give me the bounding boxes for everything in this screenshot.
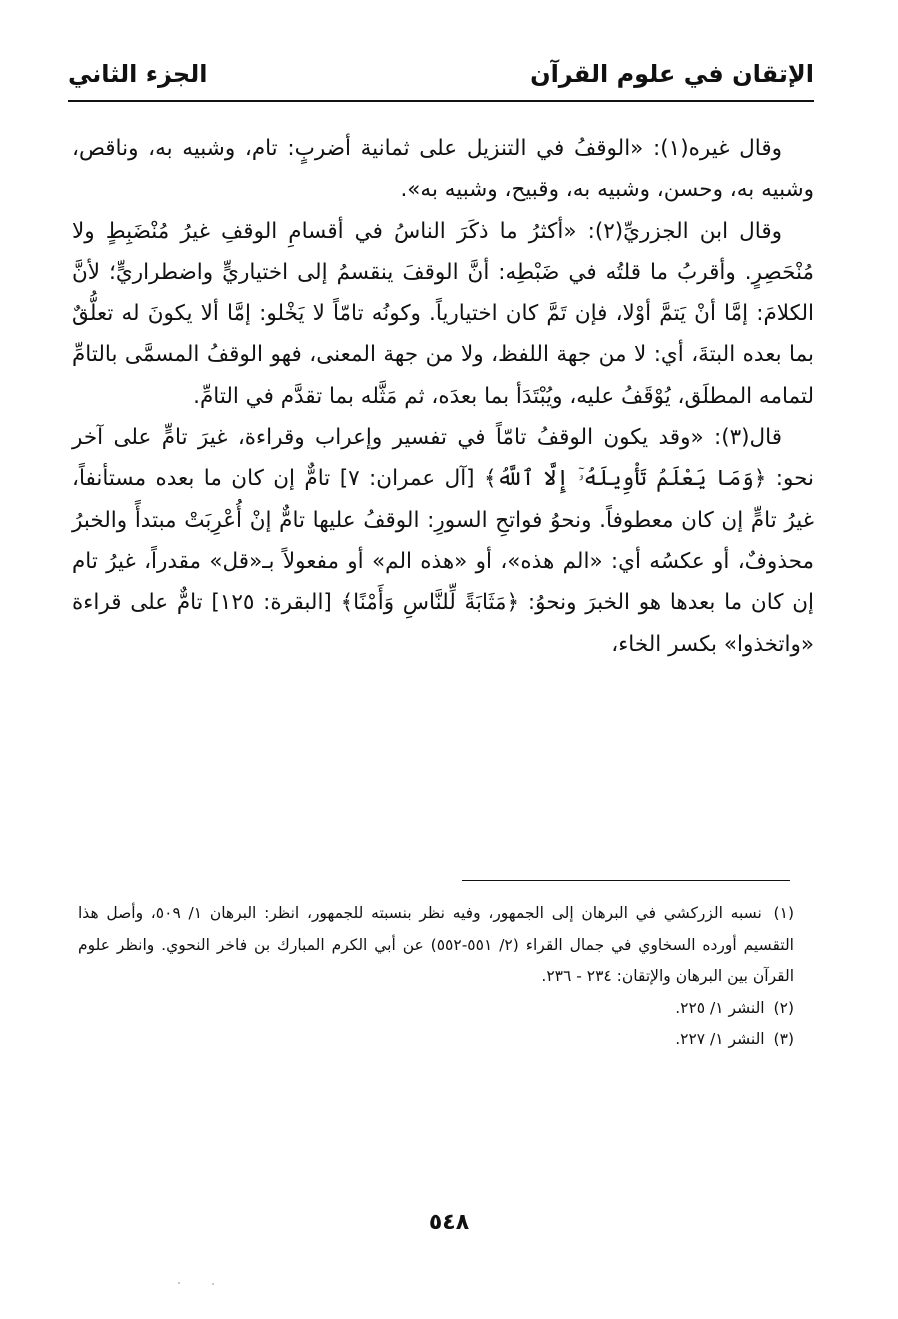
footnote-2 xyxy=(78,993,794,1025)
quran-verse-2: ﴿مَثَابَةً لِّلنَّاسِ وَأَمْنًا﴾ xyxy=(340,590,520,616)
paragraph-3 xyxy=(72,417,814,665)
running-header xyxy=(68,52,814,96)
footnote-text: النشر ١/ ٢٢٧. xyxy=(675,1030,765,1048)
book-title: الإتقان في علوم القرآن xyxy=(530,60,814,88)
footnote-number: (٣) xyxy=(773,1030,794,1048)
paragraph-2: وقال ابن الجزريِّ(٢): «أكثرُ ما ذكَرَ الناسُ في أقسامِ الوقفِ غيرُ مُنْضَبِطٍ ولا مُنْحَصِرٍ. وأقربُ ما قلتُه في ضَبْطِه: أنَّ الوقفَ ينقسمُ إلى اختياريٍّ واضطراريٍّ؛ لأنَّ الكلامَ: إمَّا أنْ يَتمَّ أوْلا، فإن تَمَّ كان اختيارياً. وكونُه تامّاً لا يَخْلو: إمَّا ألا يكونَ له تعلُّقٌ بما بعده البتةَ، أي: لا من جهة اللفظ، ولا من جهة المعنى، فهو الوقفُ المسمَّى بالتامِّ لتمامه المطلَق، يُوْقَفُ عليه، ويُبْتَدَأ بما بعدَه، ثم مَثَّله بما تقدَّم في التامِّ. xyxy=(72,218,814,409)
paragraph-3-part-2: [آل عمران: ٧] تامٌّ إن كان ما بعده مستأنفاً، غيرُ تامٍّ إن كان معطوفاً. ونحوُ فواتحِ السورِ: الوقفُ عليها تامٌّ إنْ أُعْرِبَتْ مبتدأً والخبرُ محذوفٌ، أو عكسُه أي: «الم هذه»، أو «هذه الم» أو مفعولاً بـ«قل» مقدراً، غيرُ تام إن كان ما بعدها هو الخبرَ ونحوُ: xyxy=(72,466,815,616)
paragraph-1: وقال غيره(١): «الوقفُ في التنزيل على ثمانية أضربٍ: تام، وشبيه به، وناقص، وشبيه به، وحسن، وشبيه به، وقبيح، وشبيه به». xyxy=(72,136,814,203)
scan-speck xyxy=(212,1283,214,1285)
part-label: الجزء الثاني xyxy=(68,60,208,88)
quran-verse-1: ﴿وَمَا يَعْلَمُ تَأْوِيلَهُۥٓ إِلَّا ٱللَّهُ﴾ xyxy=(484,466,767,492)
footnotes xyxy=(78,898,794,1056)
paragraph-3-part-3: [البقرة: ١٢٥] تامٌّ على قراءة «واتخذوا» بكسر الخاء، xyxy=(72,590,814,657)
scan-speck xyxy=(178,1282,180,1284)
footnote-3 xyxy=(78,1024,794,1056)
footnote-text: النشر ١/ ٢٢٥. xyxy=(675,998,765,1017)
footnote-1 xyxy=(78,898,794,993)
footnote-number: (٢) xyxy=(773,998,794,1017)
footnote-number: (١) xyxy=(773,904,794,922)
footnote-text: نسبه الزركشي في البرهان إلى الجمهور، وفيه نظر بنسبته للجمهور، انظر: البرهان ١/ ٥٠٩، وأصل هذا التقسيم أورده السخاوي في جمال القراء (٢/ ٥٥١-٥٥٢) عن أبي الكرم المبارك بن فاخر النحوي. وانظر علوم القرآن بين البرهان والإتقان: ٢٣٤ - ٢٣٦. xyxy=(78,904,794,985)
footnote-separator xyxy=(462,880,790,881)
paragraph-3-part-1: قال(٣): «وقد يكون الوقفُ تامّاً في تفسير وإعراب وقراءة، غيرَ تامٍّ على آخر نحو: xyxy=(72,425,815,492)
page-number: ٥٤٨ xyxy=(428,1210,470,1235)
main-text xyxy=(72,128,814,665)
header-rule xyxy=(68,100,814,102)
